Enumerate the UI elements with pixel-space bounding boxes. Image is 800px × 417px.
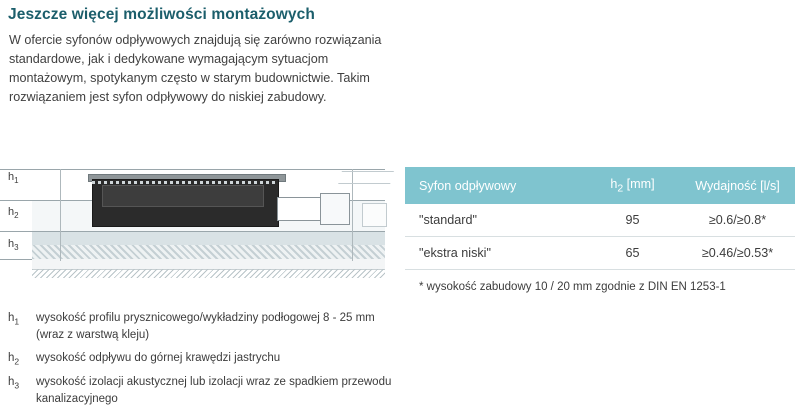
legend-item bbox=[8, 374, 398, 407]
figure-band-divider-4 bbox=[0, 259, 32, 260]
table-header-cell-name: Syfon odpływowy bbox=[419, 178, 517, 193]
guide-line-3 bbox=[32, 231, 385, 232]
cross-section-figure bbox=[0, 163, 385, 296]
outlet-pipe-connector bbox=[320, 193, 350, 225]
page-title: Jeszcze więcej możliwości montażowych bbox=[8, 6, 315, 23]
layer-screed bbox=[32, 231, 385, 246]
table-row bbox=[405, 237, 795, 270]
figure-legend bbox=[8, 310, 398, 414]
legend-item bbox=[8, 310, 398, 343]
legend-key-h2: $h_2$ bbox=[8, 352, 20, 367]
table-cell-h2: 95 bbox=[625, 213, 640, 227]
layer-structural-slab bbox=[32, 269, 385, 278]
legend-item bbox=[8, 350, 398, 367]
figure-label-h2: $h_2$ bbox=[8, 206, 19, 221]
drain-grate bbox=[92, 181, 277, 184]
table-header-cell-h2: $h_2$ [mm] bbox=[610, 176, 655, 195]
legend-key-h3: $h_3$ bbox=[8, 376, 20, 391]
figure-band-divider-1 bbox=[0, 169, 32, 170]
figure-band-divider-3 bbox=[0, 231, 32, 232]
layer-insulation bbox=[32, 245, 385, 260]
legend-text-h3: wysokość izolacji akustycznej lub izolacji wraz ze spadkiem przewodu kanalizacyjnego bbox=[36, 376, 392, 405]
drain-channel-cavity bbox=[102, 185, 264, 207]
figure-height-labels bbox=[0, 163, 30, 296]
table-cell-name: "standard" bbox=[419, 213, 477, 227]
table-header-cell-flow: Wydajność [l/s] bbox=[695, 178, 780, 193]
specs-table bbox=[405, 167, 795, 293]
legend-key-h1: $h_1$ bbox=[8, 312, 20, 327]
intro-paragraph: W ofercie syfonów odpływowych znajdują się zarówno rozwiązania standardowe, jak i dedykowane wymagającym sytuacjom montażowym, spotykanym często w starym budownictwie. Takim rozwiązaniem jest syfon odpływowy do niskiej zabudowy. bbox=[9, 33, 382, 105]
figure-band-divider-2 bbox=[0, 200, 32, 201]
legend-text-h2: wysokość odpływu do górnej krawędzi jastrychu bbox=[36, 352, 281, 365]
table-row bbox=[405, 204, 795, 237]
detail-box bbox=[362, 203, 387, 227]
figure-label-h3: $h_3$ bbox=[8, 238, 19, 253]
figure-label-h1: $h_1$ bbox=[8, 171, 19, 186]
table-footnote: * wysokość zabudowy 10 / 20 mm zgodnie z DIN EN 1253-1 bbox=[419, 281, 726, 293]
table-cell-h2: 65 bbox=[625, 246, 640, 260]
legend-text-h1: wysokość profilu prysznicowego/wykładziny podłogowej 8 - 25 mm (wraz z warstwą kleju) bbox=[36, 312, 375, 341]
guide-line-1 bbox=[32, 169, 385, 170]
figure-drawing bbox=[32, 163, 385, 296]
table-cell-name: "ekstra niski" bbox=[419, 246, 491, 260]
table-header-row bbox=[405, 167, 795, 204]
guide-vertical-left bbox=[60, 169, 61, 261]
table-cell-flow: ≥0.6/≥0.8* bbox=[708, 213, 767, 227]
table-cell-flow: ≥0.46/≥0.53* bbox=[701, 246, 774, 260]
